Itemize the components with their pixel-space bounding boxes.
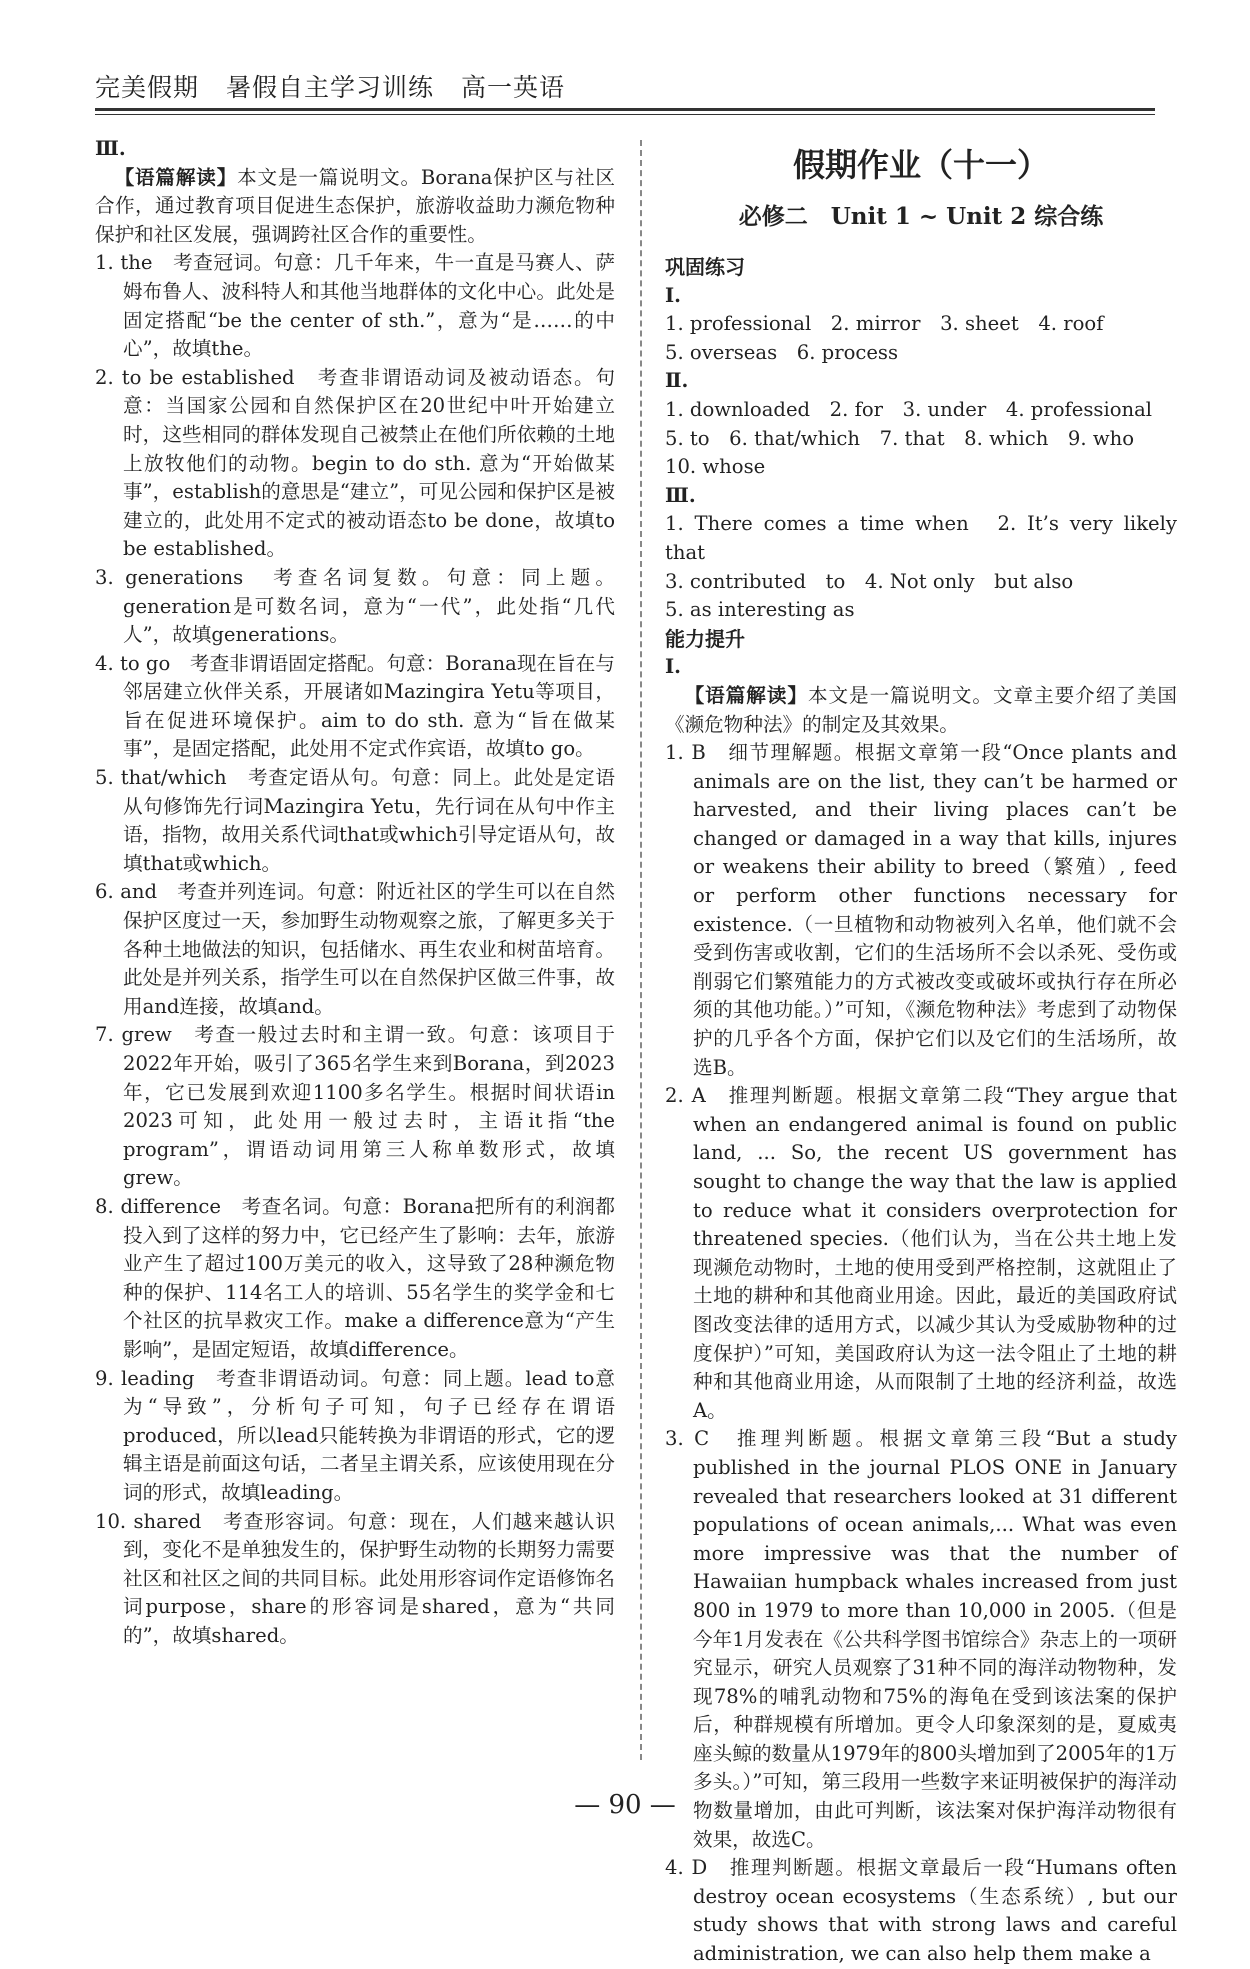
answer-item: 6. and 考查并列连词。句意：附近社区的学生可以在自然保护区度过一天，参加野生动物观察之旅，了解更多关于各种土地做法的知识，包括储水、再生农业和树苗培育。此处是并列关系，指学生可以在自然保护区做三件事，故用and连接，故填and。 bbox=[95, 880, 615, 1018]
running-header bbox=[95, 68, 583, 104]
answer-item: 1. B 细节理解题。根据文章第一段“Once plants and animals are on the list, they can’t be harmed or harvested, and their living places can’t be changed or damaged in a way that kills, injures or weakens their ability to breed（繁殖）, feed or perform other functions necessary for existence.（一旦植物和动物被列入名单，他们就不会受到伤害或收割，它们的生活场所不会以杀死、受伤或削弱它们繁殖能力的方式被改变或破坏或执行存在所必须的其他功能。）”可知，《濒危物种法》考虑到了动物保护的几乎各个方面，保护它们以及它们的生活场所，故选B。 bbox=[665, 741, 1177, 1079]
answer-line: 3. contributed to 4. Not only but also bbox=[665, 569, 1074, 593]
answer-line: 5. to 6. that/which 7. that 8. which 9. who bbox=[665, 426, 1135, 450]
answer-item: 4. to go 考查非谓语固定搭配。句意：Borana现在旨在与邻居建立伙伴关系，开展诸如Mazingira Yetu等项目，旨在促进环境保护。aim to do sth. 意为“旨在做某事”，是固定搭配，此处用不定式作宾语，故填to go。 bbox=[95, 651, 615, 761]
intro-text: 本文是一篇说明文。Borana保护区与社区合作，通过教育项目促进生态保护，旅游收益助力濒危物种保护和社区发展，强调跨社区合作的重要性。 bbox=[95, 165, 615, 246]
answer-line: 5. overseas 6. process bbox=[665, 340, 899, 364]
assignment-subtitle: 必修二 Unit 1 ~ Unit 2 综合练 bbox=[738, 203, 1104, 230]
answer-line: 10. whose bbox=[665, 455, 766, 479]
group-roman: Ⅱ. bbox=[665, 369, 689, 393]
header-series: 暑假自主学习训练 bbox=[225, 73, 434, 102]
assignment-title: 假期作业（十一） bbox=[792, 146, 1049, 184]
intro-label: 【语篇解读】 bbox=[684, 683, 808, 707]
section-heading-improvement: 能力提升 bbox=[665, 626, 745, 651]
header-grade: 高一英语 bbox=[460, 73, 565, 102]
intro-text: 本文是一篇说明文。文章主要介绍了美国《濒危物种法》的制定及其效果。 bbox=[665, 683, 1178, 736]
answer-line: 1. downloaded 2. for 3. under 4. professional bbox=[665, 397, 1153, 421]
page-number: — 90 — bbox=[574, 1790, 676, 1820]
answer-item: 3. generations 考查名词复数。句意：同上题。generation是可数名词，意为“一代”，此处指“几代人”，故填generations。 bbox=[95, 565, 615, 647]
left-column bbox=[95, 135, 615, 1650]
answer-item: 2. to be established 考查非谓语动词及被动语态。句意：当国家公园和自然保护区在20世纪中叶开始建立时，这些相同的群体发现自己被禁止在他们所依赖的土地上放牧他们的动物。begin to do sth. 意为“开始做某事”，establish的意思是“建立”，可见公园和保护区是被建立的，此处用不定式的被动语态to be done，故填to be established。 bbox=[95, 365, 615, 561]
column-divider bbox=[640, 140, 642, 1760]
answer-item: 1. the 考查冠词。句意：几千年来，牛一直是马赛人、萨姆布鲁人、波科特人和其他当地群体的文化中心。此处是固定搭配“be the center of sth.”，意为“是……的中心”，故填the。 bbox=[95, 251, 615, 361]
header-rule-thin bbox=[95, 114, 1155, 115]
answer-item: 5. that/which 考查定语从句。句意：同上。此处是定语从句修饰先行词Mazingira Yetu，先行词在从句中作主语，指物，故用关系代词that或which引导定语从句，故填that或which。 bbox=[95, 766, 615, 875]
group-roman: Ⅲ. bbox=[665, 483, 696, 507]
answer-item: 3. C 推理判断题。根据文章第三段“But a study published in the journal PLOS ONE in January revealed that researchers looked at 31 different populations of ocean animals,... What was even more impressive was that the number of Hawaiian humpback whales increased from just 800 in 1979 to more than 10,000 in 2005.（但是今年1月发表在《公共科学图书馆综合》杂志上的一项研究显示，研究人员观察了31种不同的海洋动物物种，发现78%的哺乳动物和75%的海龟在受到该法案的保护后，种群规模有所增加。更令人印象深刻的是，夏威夷座头鲸的数量从1979年的800头增加到了2005年的1万多头。）”可知，第三段用一些数字来证明被保护的海洋动物数量增加，由此可判断，该法案对保护海洋动物很有效果，故选C。 bbox=[665, 1427, 1177, 1851]
answer-line: 5. as interesting as bbox=[665, 598, 855, 622]
header-rule-thick bbox=[95, 108, 1155, 111]
section-roman: Ⅲ. bbox=[95, 137, 126, 160]
group-roman: Ⅰ. bbox=[665, 655, 681, 679]
passage-intro bbox=[95, 164, 615, 250]
group-roman: Ⅰ. bbox=[665, 283, 681, 307]
answer-line: 1. There comes a time when 2. It’s very likely that bbox=[665, 512, 1177, 564]
right-column bbox=[665, 135, 1177, 1969]
answer-item: 4. D 推理判断题。根据文章最后一段“Humans often destroy ocean ecosystems（生态系统）, but our study shows that with strong laws and careful administration, we can also help them make a bbox=[665, 1856, 1177, 1966]
section-heading-consolidation: 巩固练习 bbox=[665, 255, 745, 279]
intro-label: 【语篇解读】 bbox=[114, 165, 238, 189]
passage-intro bbox=[665, 682, 1177, 739]
answer-item: 10. shared 考查形容词。句意：现在，人们越来越认识到，变化不是单独发生的，保护野生动物的长期努力需要社区和社区之间的共同目标。此处用形容词作定语修饰名词purpose，share的形容词是shared，意为“共同的”，故填shared。 bbox=[95, 1509, 615, 1647]
answer-item: 8. difference 考查名词。句意：Borana把所有的利润都投入到了这样的努力中，它已经产生了影响：去年，旅游业产生了超过100万美元的收入，这导致了28种濒危物种的保护、114名工人的培训、55名学生的奖学金和七个社区的抗旱救灾工作。make a difference意为“产生影响”，是固定短语，故填difference。 bbox=[95, 1194, 615, 1361]
answer-line: 1. professional 2. mirror 3. sheet 4. roof bbox=[665, 312, 1104, 336]
answer-item: 2. A 推理判断题。根据文章第二段“They argue that when an endangered animal is found on public land, ... So, the recent US government has sought to change the way that the law is applied to reduce what it considers overprotection for threatened species.（他们认为，当在公共土地上发现濒危动物时，土地的使用受到严格控制，这就阻止了土地的耕种和其他商业用途。因此，最近的美国政府试图改变法律的适用方式，以减少其认为受威胁物种的过度保护）”可知，美国政府认为这一法令阻止了土地的耕种和其他商业用途，从而限制了土地的经济利益，故选A。 bbox=[665, 1084, 1177, 1422]
header-book: 完美假期 bbox=[95, 73, 200, 102]
answer-item: 9. leading 考查非谓语动词。句意：同上题。lead to意为“导致”，分析句子可知，句子已经存在谓语produced，所以lead只能转换为非谓语的形式，它的逻辑主语是前面这句话，二者呈主谓关系，应该使用现在分词的形式，故填leading。 bbox=[95, 1366, 615, 1504]
answer-item: 7. grew 考查一般过去时和主谓一致。句意：该项目于2022年开始，吸引了365名学生来到Borana，到2023年，它已发展到欢迎1100多名学生。根据时间状语in 2023可知，此处用一般过去时，主语it指“the program”，谓语动词用第三人称单数形式，故填grew。 bbox=[95, 1023, 615, 1190]
